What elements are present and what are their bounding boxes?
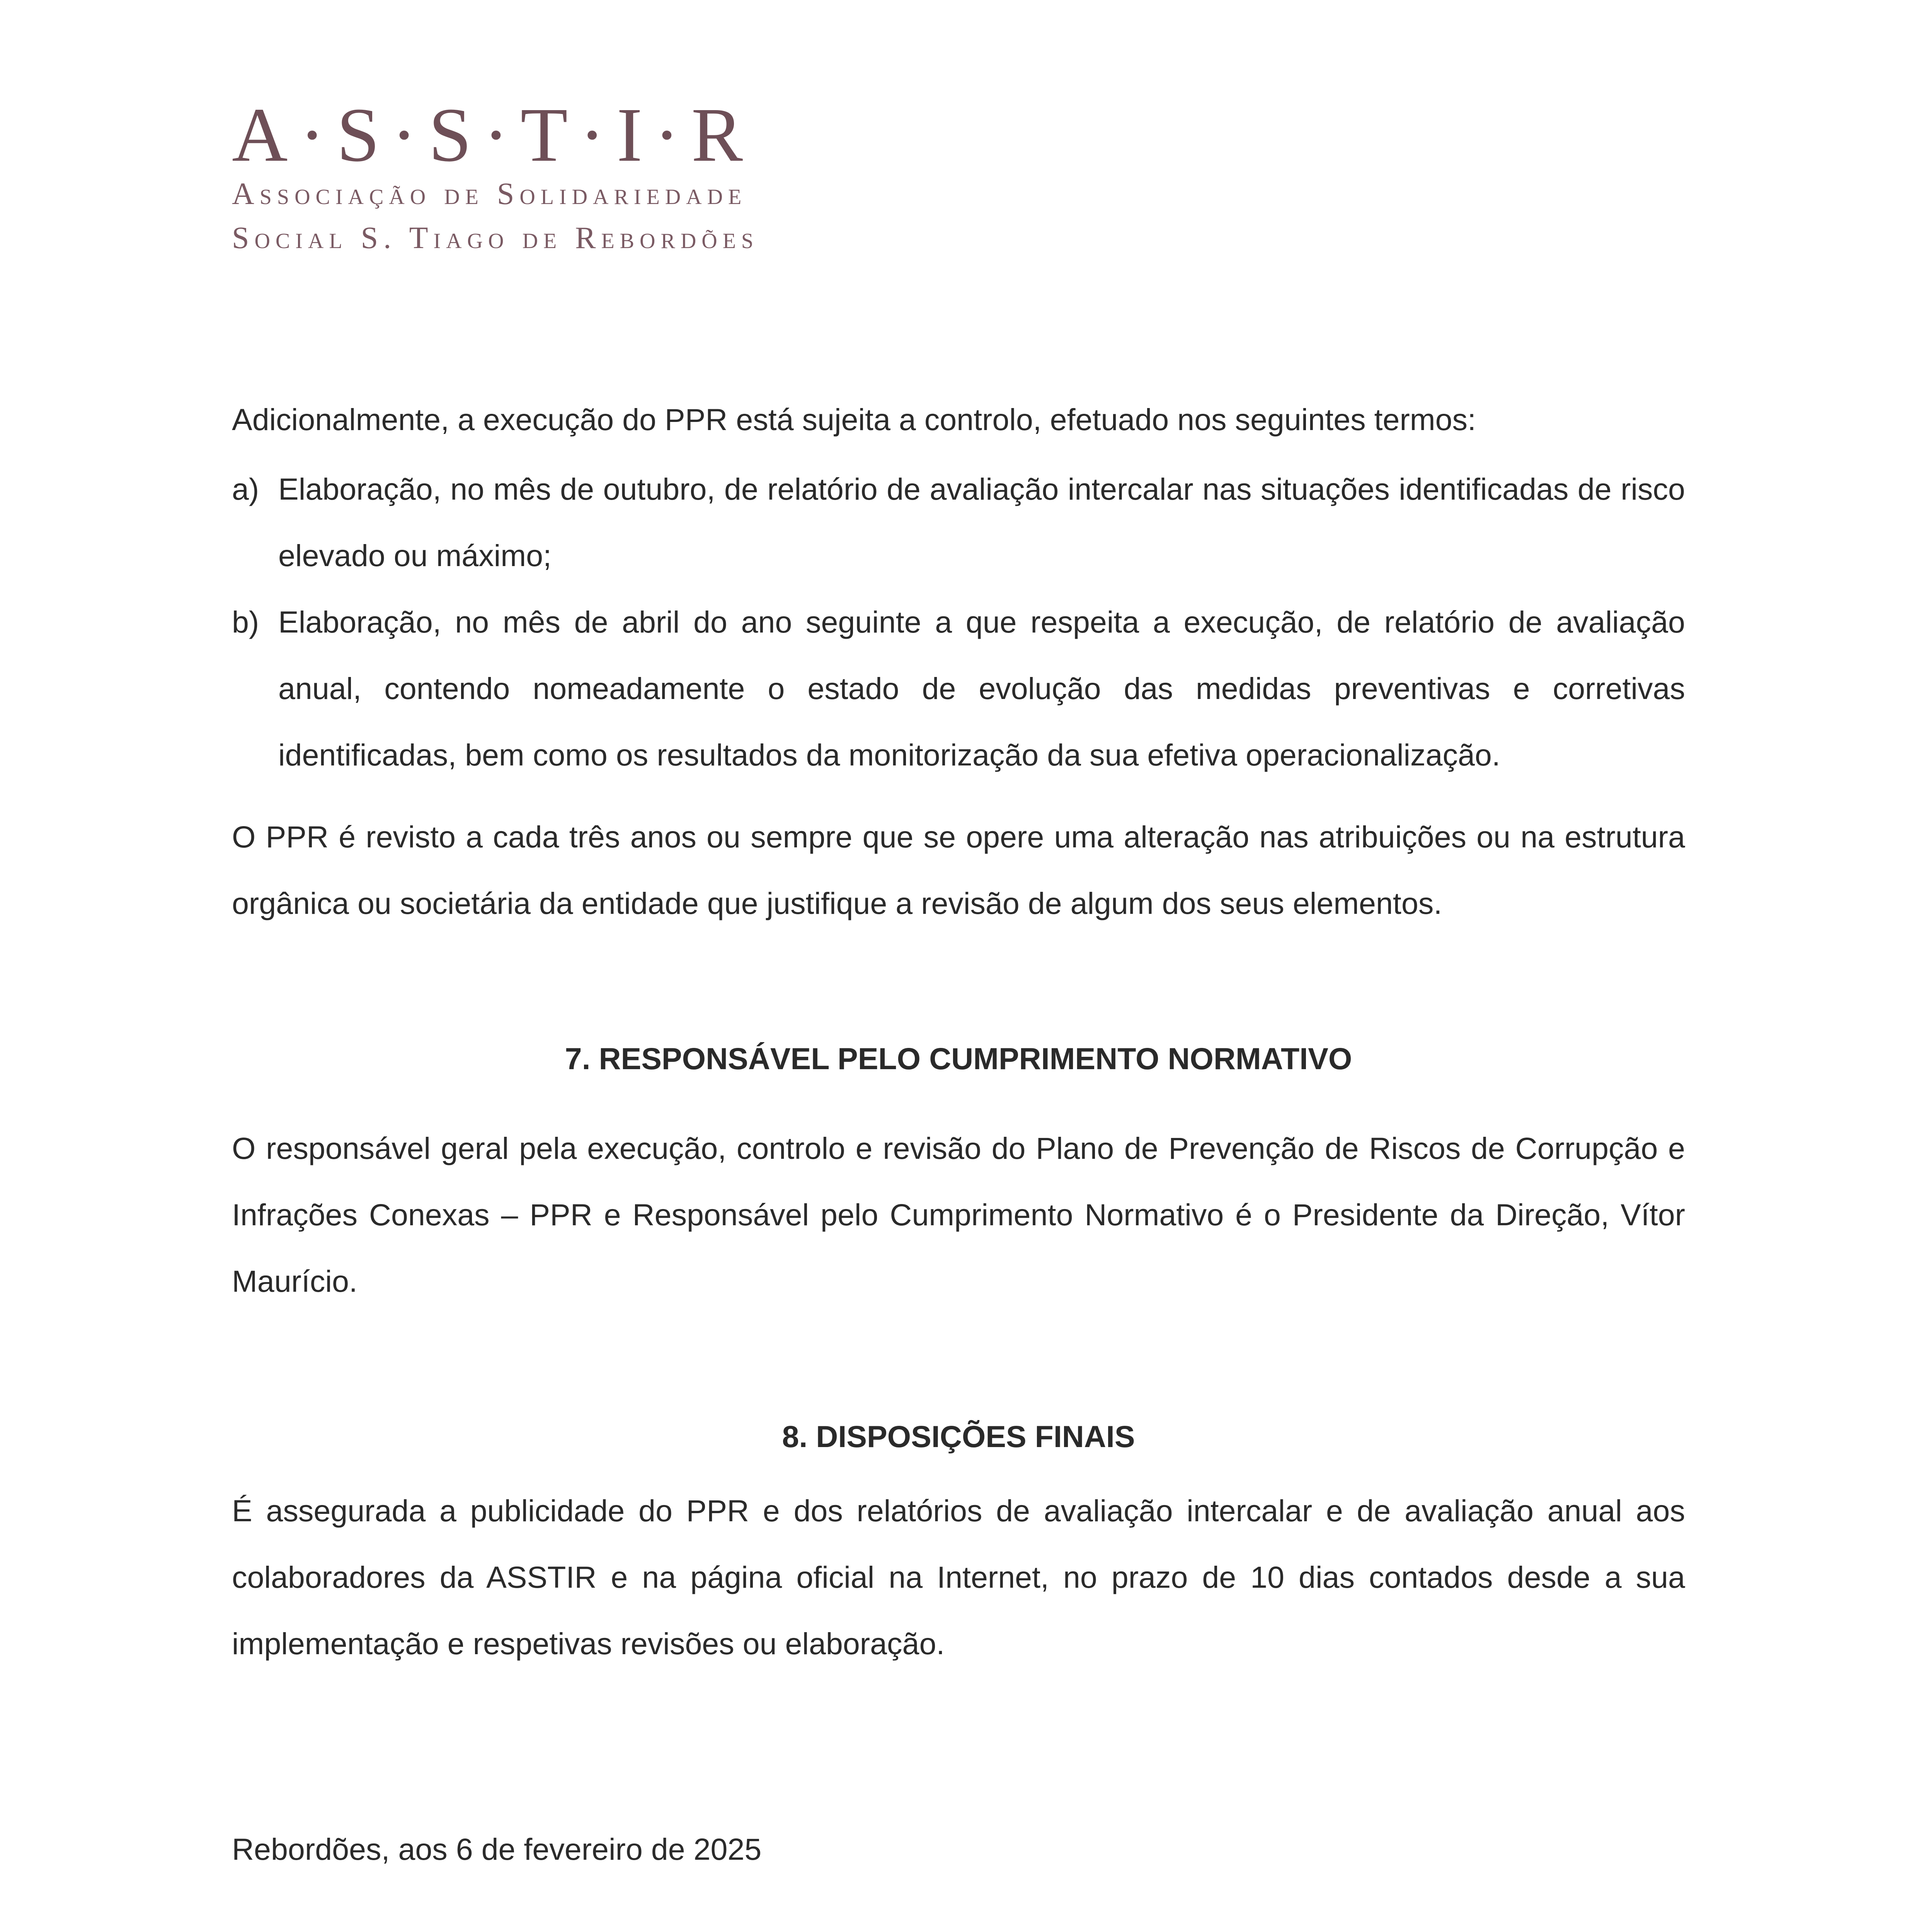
list-item-text: Elaboração, no mês de abril do ano seguinte a que respeita a execução, de relatório de avaliação anual, contendo nomeadamente o estado de evolução das medidas preventivas e corretivas identificadas, bem como os resultados da monitorização da sua efetiva operacionalização. [278,605,1685,772]
document-body [232,386,1685,1677]
list-marker: b) [232,605,259,639]
logo-name-line-2: Social S. Tiago de Rebordões [232,221,759,255]
section-8-paragraph: É assegurada a publicidade do PPR e dos relatórios de avaliação intercalar e de avaliação anual aos colaboradores da ASSTIR e na página oficial na Internet, no prazo de 10 dias contados desde a sua implementação e respetivas revisões ou elaboração. [232,1493,1685,1661]
document-date: Rebordões, aos 6 de fevereiro de 2025 [232,1832,762,1866]
section-8-heading: 8. DISPOSIÇÕES FINAIS [782,1419,1135,1454]
section-7-heading: 7. RESPONSÁVEL PELO CUMPRIMENTO NORMATIVO [565,1041,1352,1076]
intro-paragraph: Adicionalmente, a execução do PPR está sujeita a controlo, efetuado nos seguintes termos: [232,402,1476,437]
logo-mark: A·S·S·T·I·R [232,92,755,178]
control-terms-list [232,456,1685,788]
section-7-paragraph: O responsável geral pela execução, controlo e revisão do Plano de Prevenção de Riscos de Corrupção e Infrações Conexas – PPR e Responsável pelo Cumprimento Normativo é o Presidente da Direção, Vítor Maurício. [232,1131,1685,1298]
logo-name-line-1: Associação de Solidariedade [232,177,747,211]
list-item-text: Elaboração, no mês de outubro, de relatório de avaliação intercalar nas situações identificadas de risco elevado ou máximo; [278,472,1685,573]
revision-paragraph: O PPR é revisto a cada três anos ou sempre que se opere uma alteração nas atribuições ou na estrutura orgânica ou societária da entidade que justifique a revisão de algum dos seus elementos. [232,820,1685,920]
organization-logo [232,92,812,258]
list-item [232,589,1685,788]
list-marker: a) [232,472,259,506]
list-item [232,456,1685,589]
